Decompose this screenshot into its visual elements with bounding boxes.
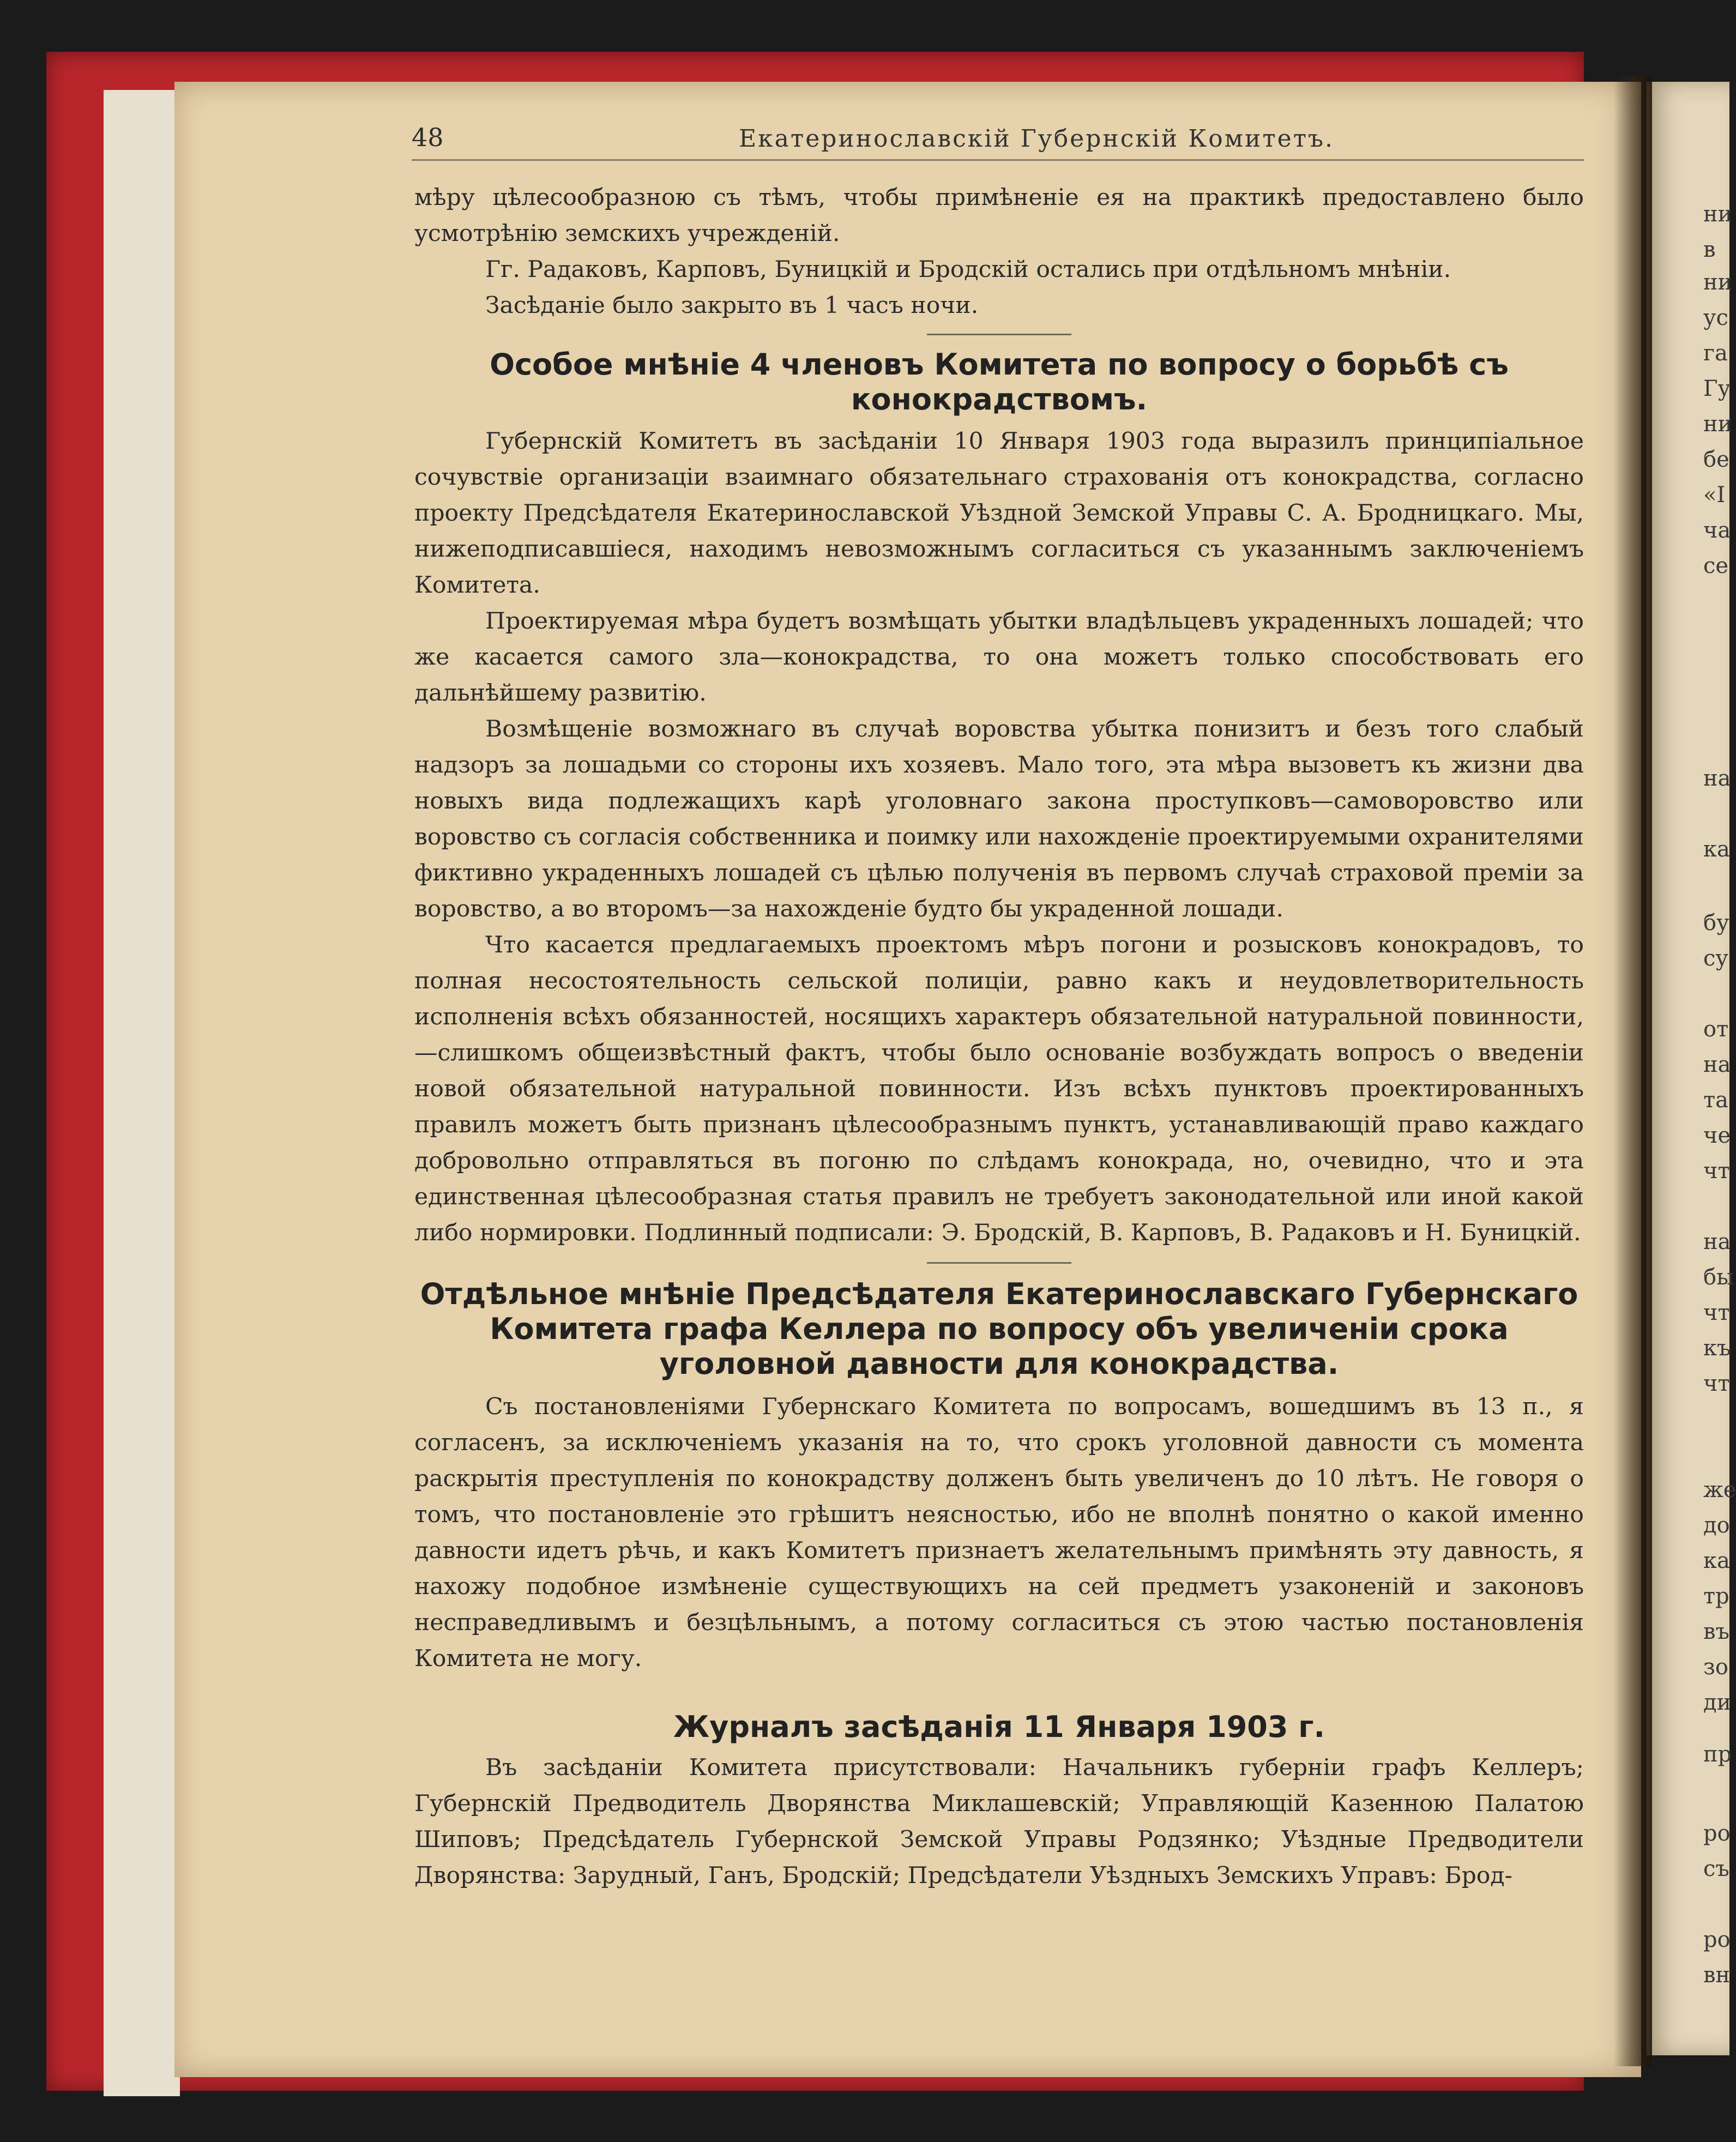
next-page-fragment: ро <box>1703 1927 1731 1952</box>
next-page-fragment: зо <box>1703 1655 1728 1680</box>
paragraph: Что касается предлагаемыхъ проектомъ мѣръ погони и розысковъ конокрадовъ, то полная несостоятельность сельской полиціи, равно какъ и неудовлетворительность исполненія всѣхъ обязанностей, носящихъ характеръ обязательной натуральной повинности,—слишкомъ общеизвѣстный фактъ, чтобы было основаніе возбуждать вопросъ о введеніи новой обязательной натуральной повинности. Изъ всѣхъ пунктовъ проектированныхъ правилъ можетъ быть признанъ цѣлесообразнымъ пунктъ, устанавливающій право каждаго добровольно отправляться въ погоню по слѣдамъ конокрада, но, очевидно, что и эта единственная цѣлесообразная статья правилъ не требуетъ законодательной или иной какой либо нормировки. Подлинный подписали: Э. Бродскій, В. Карповъ, В. Радаковъ и Н. Буницкій. <box>414 932 1584 1246</box>
next-page-fragment: ро <box>1703 1821 1731 1846</box>
next-page-fragment: на <box>1703 1229 1731 1254</box>
next-page-fragment: та <box>1703 1088 1728 1113</box>
next-page-fragment: вн <box>1703 1963 1731 1988</box>
next-page-fragment: бу <box>1703 910 1729 936</box>
header-rule <box>412 159 1584 161</box>
next-page-fragment: га <box>1703 341 1728 366</box>
next-page-fragment: ни <box>1703 412 1733 437</box>
page-header <box>412 123 1584 161</box>
next-page-fragment: бы <box>1703 1265 1734 1290</box>
next-page-fragment: съ <box>1703 1856 1729 1881</box>
next-page-fragment: чт <box>1703 1300 1730 1325</box>
page-gutter <box>1614 76 1652 2066</box>
running-title: Екатеринославскій Губернскій Комитетъ. <box>739 125 1335 153</box>
next-page-fragment: на <box>1703 1052 1731 1077</box>
paragraph: Возмѣщеніе возможнаго въ случаѣ воровства убытка понизитъ и безъ того слабый надзоръ за лошадьми со стороны ихъ хозяевъ. Мало того, эта мѣра вызоветъ къ жизни два новыхъ вида подлежащихъ карѣ уголовнаго закона проступковъ—самоворовство или воровство съ согласія собственника и поимку или нахожденіе проектируемыми охранителями фиктивно украденныхъ лошадей съ цѣлью полученія въ первомъ случаѣ страховой преміи за воровство, а во второмъ—за нахожденіе будто бы украденной лошади. <box>414 716 1584 922</box>
page-block-edge <box>104 90 180 2096</box>
next-page-fragment: в <box>1703 237 1716 262</box>
paragraph: Въ засѣданіи Комитета присутствовали: Начальникъ губерніи графъ Келлеръ; Губернскій Предводитель Дворянства Миклашевскій; Управляющій Казенною Палатою Шиповъ; Предсѣдатель Губернской Земской Управы Родзянко; Уѣздные Предводители Дворянства: Зарудный, Ганъ, Бродскій; Предсѣдатели Уѣздныхъ Земскихъ Управъ: Брод- <box>414 1754 1584 1889</box>
next-page-fragment: ус <box>1703 305 1728 330</box>
paragraph: Проектируемая мѣра будетъ возмѣщать убытки владѣльцевъ украденныхъ лошадей; что же касается самого зла—конокрадства, то она можетъ только способствовать его дальнѣйшему развитію. <box>414 608 1584 707</box>
next-page-fragment: на <box>1703 766 1731 791</box>
next-page-fragment: до <box>1703 1513 1730 1538</box>
next-page-fragment: въ <box>1703 1619 1729 1644</box>
next-page-fragment: че <box>1703 1123 1731 1148</box>
next-page-fragment: Гу <box>1703 376 1731 401</box>
paragraph: мѣру цѣлесообразною съ тѣмъ, чтобы примѣненіе ея на практикѣ предоставлено было усмотрѣнію земскихъ учрежденій. <box>414 184 1584 247</box>
page-body <box>414 180 1584 1894</box>
next-page-strip <box>1647 82 1736 2055</box>
next-page-fragment: чт <box>1703 1159 1730 1184</box>
paragraph: Съ постановленіями Губернскаго Комитета по вопросамъ, вошедшимъ въ 13 п., я согласенъ, за исключеніемъ указанія на то, что срокъ уголовной давности съ момента раскрытія преступленія по конокрадству долженъ быть увеличенъ до 10 лѣтъ. Не говоря о томъ, что постановленіе это грѣшитъ неясностью, ибо не вполнѣ понятно о какой именно давности идетъ рѣчь, и какъ Комитетъ признаетъ желательнымъ примѣнять эту давность, я нахожу подобное измѣненіе существующихъ на сей предметъ узаконеній и законовъ несправедливымъ и безцѣльнымъ, а потому согласиться съ этою частью постановленія Комитета не могу. <box>414 1393 1584 1672</box>
section-heading: Отдѣльное мнѣніе Предсѣдателя Екатеринославскаго Губернскаго Комитета графа Келлера по вопросу объ увеличеніи срока уголовной давности для конокрадства. <box>420 1277 1578 1381</box>
next-page-fragment: чт <box>1703 1371 1730 1396</box>
section-separator <box>927 1262 1071 1264</box>
paragraph: Засѣданіе было закрыто въ 1 часъ ночи. <box>485 292 979 319</box>
section-heading: Журналъ засѣданія 11 Января 1903 г. <box>673 1710 1325 1744</box>
section-heading: Особое мнѣніе 4 членовъ Комитета по вопросу о борьбѣ съ конокрадствомъ. <box>490 347 1509 417</box>
next-page-fragment: же <box>1703 1477 1736 1503</box>
next-page-fragment: ди <box>1703 1690 1732 1715</box>
next-page-fragment: ни <box>1703 270 1733 295</box>
next-page-fragment: ча <box>1703 518 1731 543</box>
paragraph: Гг. Радаковъ, Карповъ, Буницкій и Бродскій остались при отдѣльномъ мнѣніи. <box>485 256 1451 283</box>
next-page-fragment: су <box>1703 946 1728 971</box>
next-page-fragment: се <box>1703 553 1729 578</box>
next-page-fragment: от <box>1703 1017 1729 1042</box>
next-page-fragment: ни <box>1703 202 1733 227</box>
next-page-fragment: тр <box>1703 1584 1729 1609</box>
paragraph: Губернскій Комитетъ въ засѣданіи 10 Января 1903 года выразилъ принципіальное сочувствіе организаціи взаимнаго обязательнаго страхованія отъ конокрадства, согласно проекту Предсѣдателя Екатеринославской Уѣздной Земской Управы С. А. Бродницкаго. Мы, нижеподписавшіеся, находимъ невозможнымъ согласиться съ указаннымъ заключеніемъ Комитета. <box>414 428 1584 599</box>
section-separator <box>927 334 1071 335</box>
next-page-fragment: пр <box>1703 1742 1732 1767</box>
next-page-fragment: «I <box>1703 482 1726 508</box>
page-number: 48 <box>412 123 444 152</box>
next-page-fragment: ка <box>1703 1548 1730 1573</box>
next-page-fragment: бе <box>1703 447 1729 472</box>
next-page-fragment: ка <box>1703 837 1730 862</box>
next-page-fragment: къ <box>1703 1336 1731 1361</box>
